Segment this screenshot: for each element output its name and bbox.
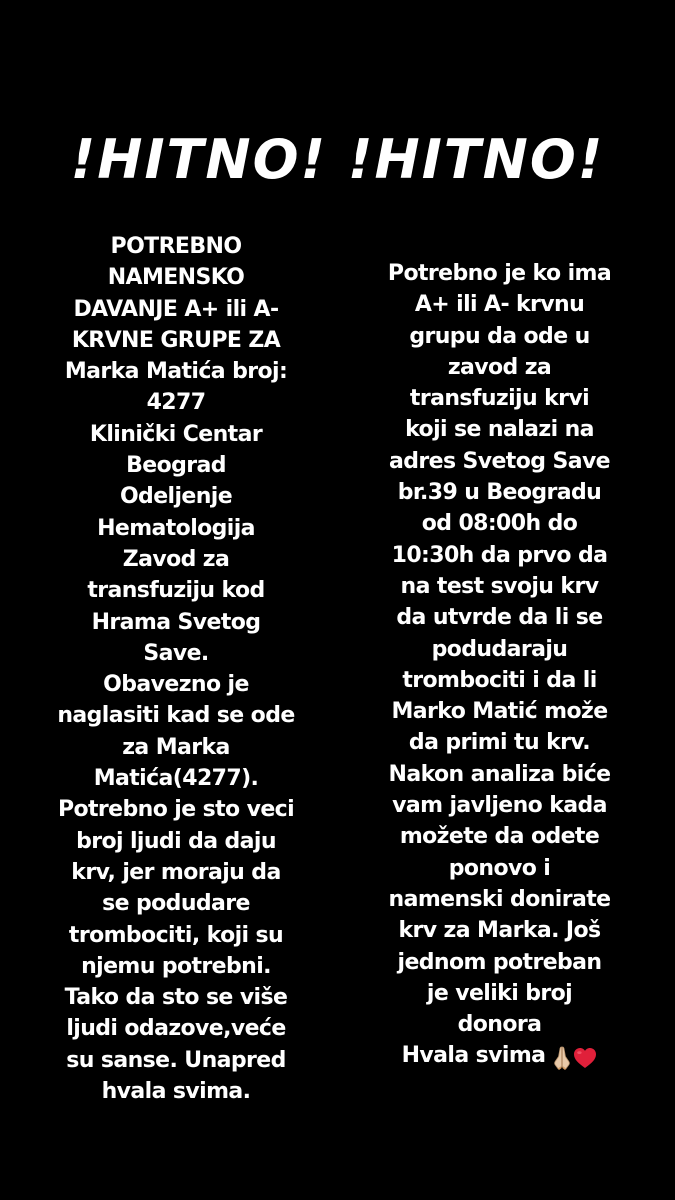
- text-line: Marko Matić može: [391, 699, 608, 725]
- emoji-group: [551, 1042, 597, 1073]
- text-line: Potrebno je ko ima: [387, 261, 612, 286]
- text-line: br.39 u Beogradu: [397, 480, 602, 506]
- text-line: donora: [457, 1012, 542, 1038]
- text-line: Save.: [143, 640, 209, 666]
- text-line: 4277: [146, 390, 206, 416]
- text-line: Klinički Centar: [89, 421, 263, 447]
- text-line: koji se nalazi na: [405, 417, 594, 443]
- text-line: DAVANJE A+ ili A-: [73, 296, 279, 322]
- text-line: jednom potreban: [397, 949, 602, 975]
- text-line: namenski donirate: [388, 886, 611, 912]
- right-text-column: [342, 258, 657, 1074]
- praying-hands-icon: [551, 1046, 573, 1070]
- text-line: Tako da sto se više: [64, 985, 288, 1011]
- text-line: ljudi odazove,veće: [66, 1016, 286, 1042]
- text-line: Beograd: [126, 453, 226, 479]
- text-line: adres Svetog Save: [388, 448, 610, 474]
- text-line: se podudare: [102, 891, 250, 917]
- text-line: Obavezno je: [103, 672, 249, 698]
- text-line: je veliki broj: [426, 980, 573, 1006]
- text-line: naglasiti kad se ode: [57, 703, 295, 729]
- text-line: 10:30h da prvo da: [391, 542, 608, 568]
- red-heart-icon: [573, 1047, 597, 1069]
- closing-line: [342, 1040, 657, 1073]
- text-line: možete da odete: [399, 824, 600, 850]
- text-line: Matića(4277).: [93, 766, 259, 792]
- text-line: transfuziju krvi: [409, 386, 590, 412]
- text-line: Nakon analiza biće: [388, 761, 611, 787]
- text-line: ponovo i: [448, 855, 551, 881]
- text-line: su sanse. Unapred: [66, 1047, 286, 1073]
- text-line: broj ljudi da daju: [76, 828, 276, 854]
- text-line: krv za Marka. Još: [398, 918, 601, 944]
- text-line: Zavod za: [122, 546, 230, 572]
- text-line: grupu da ode u: [409, 323, 590, 349]
- text-line: Odeljenje: [119, 484, 233, 510]
- closing-text: Hvala svima: [401, 1043, 546, 1069]
- text-line: njemu potrebni.: [81, 953, 271, 979]
- text-line: Marka Matića broj:: [64, 359, 288, 385]
- text-line: Hrama Svetog: [91, 609, 261, 635]
- text-line: da utvrde da li se: [396, 605, 603, 631]
- text-line: NAMENSKO: [107, 265, 245, 291]
- text-line: trombociti, koji su: [68, 922, 284, 948]
- headline: !HITNO! !HITNO!: [70, 128, 605, 191]
- text-line: krv, jer moraju da: [71, 859, 281, 885]
- text-line: za Marka: [122, 734, 230, 760]
- text-line: da primi tu krv.: [408, 730, 591, 756]
- text-line: zavod za: [447, 354, 552, 380]
- text-line: podudaraju: [431, 636, 568, 662]
- text-line: Hematologija: [97, 515, 255, 541]
- text-line: od 08:00h do: [421, 511, 578, 537]
- text-line: transfuziju kod: [87, 578, 265, 604]
- text-line: Potrebno je sto veci: [57, 797, 295, 823]
- text-line: vam javljeno kada: [392, 793, 607, 819]
- text-line: KRVNE GRUPE ZA: [71, 327, 281, 353]
- text-line: trombociti i da li: [402, 667, 597, 693]
- left-text-column: [16, 231, 336, 1107]
- text-line: hvala svima.: [101, 1079, 251, 1105]
- text-line: na test svoju krv: [400, 573, 599, 599]
- text-line: POTREBNO: [110, 234, 242, 259]
- text-line: A+ ili A- krvnu: [414, 292, 585, 318]
